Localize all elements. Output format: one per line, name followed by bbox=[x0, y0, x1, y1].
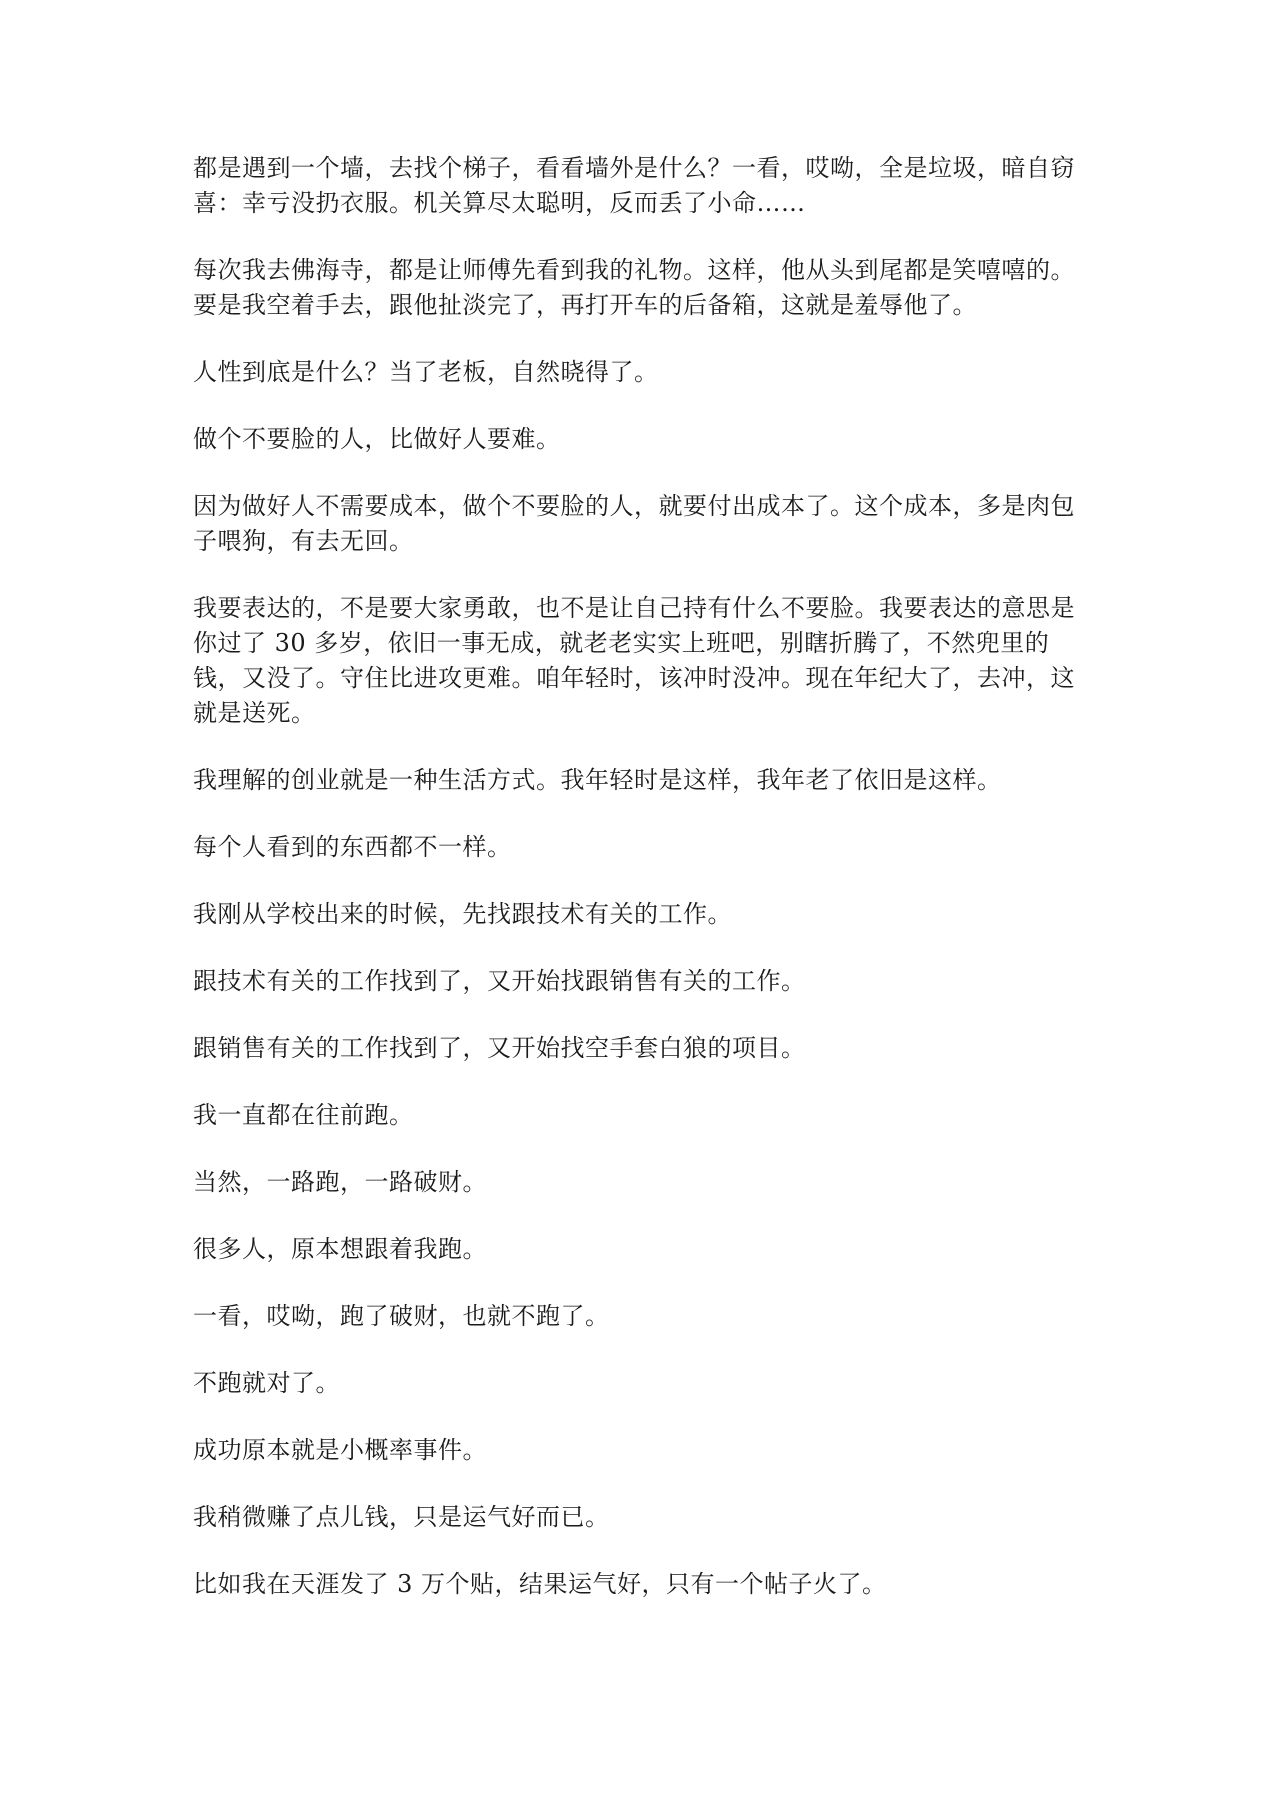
paragraph: 我一直都在往前跑。 bbox=[193, 1101, 414, 1129]
paragraph: 每次我去佛海寺，都是让师傅先看到我的礼物。这样，他从头到尾都是笑嘻嘻的。要是我空着手去，跟他扯淡完了，再打开车的后备箱，这就是羞辱他了。 bbox=[193, 256, 1075, 319]
paragraph: 我刚从学校出来的时候，先找跟技术有关的工作。 bbox=[193, 900, 732, 928]
paragraph: 不跑就对了。 bbox=[193, 1369, 340, 1397]
paragraph: 很多人，原本想跟着我跑。 bbox=[193, 1235, 487, 1263]
paragraph: 跟技术有关的工作找到了，又开始找跟销售有关的工作。 bbox=[193, 967, 806, 995]
paragraph: 人性到底是什么？当了老板，自然晓得了。 bbox=[193, 358, 659, 386]
paragraph: 做个不要脸的人，比做好人要难。 bbox=[193, 425, 561, 453]
paragraph: 一看，哎呦，跑了破财，也就不跑了。 bbox=[193, 1302, 610, 1330]
document-body bbox=[193, 151, 1083, 1634]
paragraph: 因为做好人不需要成本，做个不要脸的人，就要付出成本了。这个成本，多是肉包子喂狗，有去无回。 bbox=[193, 492, 1075, 555]
paragraph: 我稍微赚了点儿钱，只是运气好而已。 bbox=[193, 1503, 610, 1531]
paragraph: 我要表达的，不是要大家勇敢，也不是让自己持有什么不要脸。我要表达的意思是你过了 30 多岁，依旧一事无成，就老老实实上班吧，别瞎折腾了，不然兜里的钱，又没了。守住比进攻更难。咱年轻时，该冲时没冲。现在年纪大了，去冲，这就是送死。 bbox=[193, 594, 1075, 727]
paragraph: 都是遇到一个墙，去找个梯子，看看墙外是什么？一看，哎呦，全是垃圾，暗自窃喜：幸亏没扔衣服。机关算尽太聪明，反而丢了小命…… bbox=[193, 154, 1075, 217]
paragraph: 成功原本就是小概率事件。 bbox=[193, 1436, 487, 1464]
paragraph: 当然，一路跑，一路破财。 bbox=[193, 1168, 487, 1196]
paragraph: 我理解的创业就是一种生活方式。我年轻时是这样，我年老了依旧是这样。 bbox=[193, 766, 1002, 794]
paragraph: 跟销售有关的工作找到了，又开始找空手套白狼的项目。 bbox=[193, 1034, 806, 1062]
paragraph: 每个人看到的东西都不一样。 bbox=[193, 833, 512, 861]
paragraph: 比如我在天涯发了 3 万个贴，结果运气好，只有一个帖子火了。 bbox=[193, 1570, 887, 1598]
